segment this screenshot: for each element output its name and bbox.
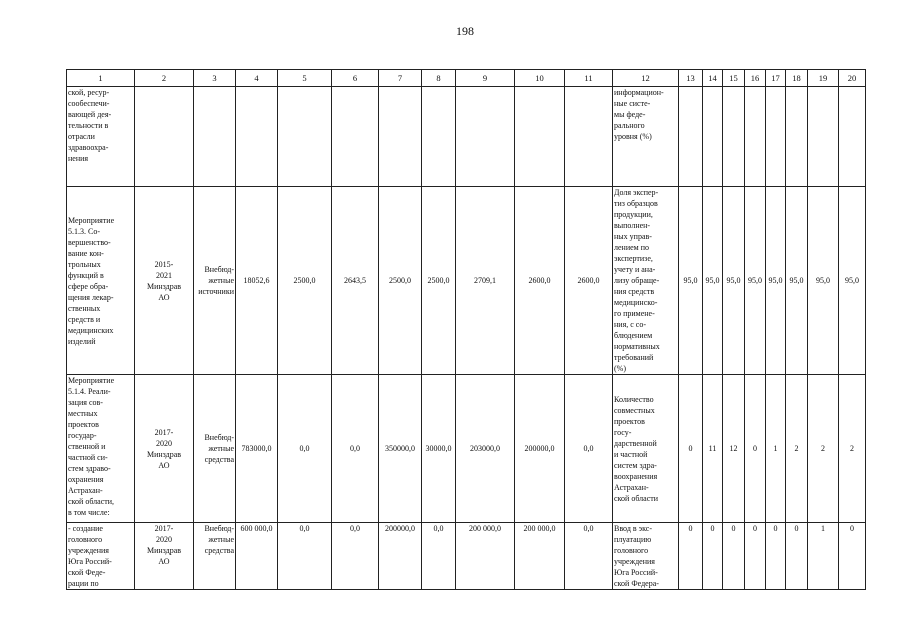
value-cell: 203000,0 xyxy=(456,375,515,523)
period-executor-cell xyxy=(135,87,194,187)
column-header: 4 xyxy=(236,70,278,87)
indicator-value-cell: 0 xyxy=(703,523,723,590)
value-cell: 30000,0 xyxy=(422,375,456,523)
value-cell: 2600,0 xyxy=(515,187,565,375)
indicator-cell: Доля экспер- тиз образцов продукции, выполнен- ных управ- лением по экспертизе, учету и ана- лизу обраще- ния средств медицинско- го примене- ния, с со- блюдением нормативных требований (%) xyxy=(613,187,679,375)
value-cell xyxy=(565,87,613,187)
indicator-value-cell xyxy=(766,87,786,187)
value-cell: 0,0 xyxy=(278,523,332,590)
indicator-value-cell xyxy=(839,87,866,187)
column-header: 2 xyxy=(135,70,194,87)
value-cell: 2643,5 xyxy=(332,187,379,375)
indicator-value-cell xyxy=(808,87,839,187)
column-header: 6 xyxy=(332,70,379,87)
value-cell: 2500,0 xyxy=(422,187,456,375)
value-cell xyxy=(332,87,379,187)
value-cell xyxy=(456,87,515,187)
indicator-value-cell xyxy=(703,87,723,187)
value-cell: 0,0 xyxy=(332,523,379,590)
funding-source-cell: Внебюд- жетные источники xyxy=(194,187,236,375)
period-executor-cell: 2017- 2020 Минздрав АО xyxy=(135,523,194,590)
indicator-value-cell: 95,0 xyxy=(703,187,723,375)
funding-source-cell xyxy=(194,87,236,187)
table-row xyxy=(67,87,866,187)
table-row xyxy=(67,523,866,590)
column-header: 7 xyxy=(379,70,422,87)
indicator-cell: Ввод в экс- плуатацию головного учреждения Юга Россий- ской Федера- xyxy=(613,523,679,590)
indicator-value-cell: 0 xyxy=(766,523,786,590)
value-cell: 200000,0 xyxy=(515,375,565,523)
activity-name-cell: - создание головного учреждения Юга Россий- ской Феде- рации по xyxy=(67,523,135,590)
column-header: 12 xyxy=(613,70,679,87)
program-activities-table xyxy=(66,69,866,590)
header-row xyxy=(67,70,866,87)
indicator-value-cell xyxy=(679,87,703,187)
indicator-value-cell: 95,0 xyxy=(786,187,808,375)
indicator-cell: Количество совместных проектов госу- дарственной и частной систем здра- воохранения Астрахан- ской области xyxy=(613,375,679,523)
column-header: 8 xyxy=(422,70,456,87)
value-cell: 18052,6 xyxy=(236,187,278,375)
indicator-value-cell: 0 xyxy=(745,375,766,523)
value-cell: 0,0 xyxy=(278,375,332,523)
indicator-value-cell: 2 xyxy=(786,375,808,523)
column-header: 5 xyxy=(278,70,332,87)
indicator-value-cell: 95,0 xyxy=(766,187,786,375)
funding-source-cell: Внебюд- жетные средства xyxy=(194,375,236,523)
value-cell: 783000,0 xyxy=(236,375,278,523)
value-cell xyxy=(236,87,278,187)
indicator-value-cell: 2 xyxy=(839,375,866,523)
indicator-value-cell xyxy=(745,87,766,187)
column-header: 10 xyxy=(515,70,565,87)
indicator-value-cell: 0 xyxy=(723,523,745,590)
value-cell: 600 000,0 xyxy=(236,523,278,590)
table-row xyxy=(67,187,866,375)
indicator-value-cell: 2 xyxy=(808,375,839,523)
column-header: 15 xyxy=(723,70,745,87)
column-header: 17 xyxy=(766,70,786,87)
indicator-value-cell xyxy=(723,87,745,187)
value-cell: 0,0 xyxy=(565,523,613,590)
value-cell: 0,0 xyxy=(565,375,613,523)
value-cell: 200000,0 xyxy=(379,523,422,590)
column-header: 16 xyxy=(745,70,766,87)
funding-source-cell: Внебюд- жетные средства xyxy=(194,523,236,590)
value-cell xyxy=(278,87,332,187)
value-cell: 2709,1 xyxy=(456,187,515,375)
indicator-value-cell: 0 xyxy=(786,523,808,590)
period-executor-cell: 2017- 2020 Минздрав АО xyxy=(135,375,194,523)
value-cell: 0,0 xyxy=(422,523,456,590)
indicator-value-cell: 95,0 xyxy=(723,187,745,375)
indicator-value-cell xyxy=(786,87,808,187)
column-header: 3 xyxy=(194,70,236,87)
value-cell xyxy=(422,87,456,187)
indicator-value-cell: 12 xyxy=(723,375,745,523)
indicator-value-cell: 0 xyxy=(745,523,766,590)
activity-name-cell: ской, ресур- сообеспечи- вающей дея- тельности в отрасли здравоохра- нения xyxy=(67,87,135,187)
value-cell: 350000,0 xyxy=(379,375,422,523)
indicator-value-cell: 95,0 xyxy=(808,187,839,375)
value-cell: 2500,0 xyxy=(379,187,422,375)
value-cell xyxy=(515,87,565,187)
column-header: 1 xyxy=(67,70,135,87)
column-header: 18 xyxy=(786,70,808,87)
value-cell: 0,0 xyxy=(332,375,379,523)
indicator-value-cell: 95,0 xyxy=(745,187,766,375)
indicator-value-cell: 0 xyxy=(679,375,703,523)
indicator-value-cell: 95,0 xyxy=(839,187,866,375)
indicator-value-cell: 1 xyxy=(766,375,786,523)
column-header: 20 xyxy=(839,70,866,87)
activity-name-cell: Мероприятие 5.1.4. Реали- зация сов- местных проектов государ- ственной и частной си- стем здраво- охранения Астрахан- ской области, в том числе: xyxy=(67,375,135,523)
indicator-value-cell: 95,0 xyxy=(679,187,703,375)
value-cell xyxy=(379,87,422,187)
period-executor-cell: 2015- 2021 Минздрав АО xyxy=(135,187,194,375)
column-header: 9 xyxy=(456,70,515,87)
column-header: 11 xyxy=(565,70,613,87)
indicator-value-cell: 1 xyxy=(808,523,839,590)
column-header: 19 xyxy=(808,70,839,87)
value-cell: 2500,0 xyxy=(278,187,332,375)
indicator-value-cell: 0 xyxy=(679,523,703,590)
indicator-cell: информацион- ные систе- мы феде- рального уровня (%) xyxy=(613,87,679,187)
activity-name-cell: Мероприятие 5.1.3. Со- вершенство- вание кон- трольных функций в сфере обра- щения лекар- ственных средств и медицинских изделий xyxy=(67,187,135,375)
value-cell: 2600,0 xyxy=(565,187,613,375)
column-header: 13 xyxy=(679,70,703,87)
value-cell: 200 000,0 xyxy=(456,523,515,590)
indicator-value-cell: 11 xyxy=(703,375,723,523)
value-cell: 200 000,0 xyxy=(515,523,565,590)
table-row xyxy=(67,375,866,523)
indicator-value-cell: 0 xyxy=(839,523,866,590)
column-header: 14 xyxy=(703,70,723,87)
page-number: 198 xyxy=(456,24,474,38)
